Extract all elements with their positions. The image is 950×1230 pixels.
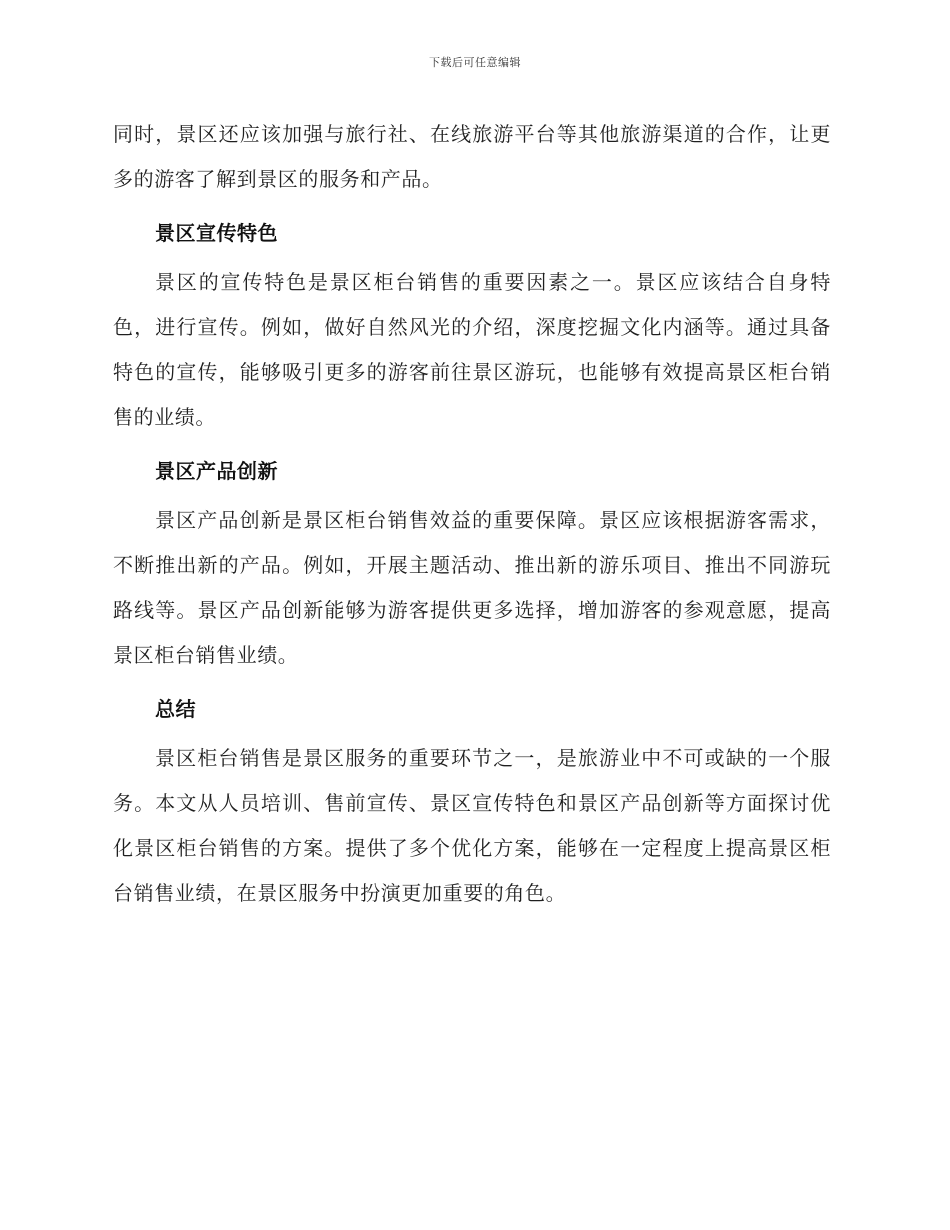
document-body [113,112,831,916]
section-paragraph-summary: 景区柜台销售是景区服务的重要环节之一，是旅游业中不可或缺的一个服务。本文从人员培训、售前宣传、景区宣传特色和景区产品创新等方面探讨优化景区柜台销售的方案。提供了多个优化方案，能够在一定程度上提高景区柜台销售业绩，在景区服务中扮演更加重要的角色。 [113,746,831,905]
section-paragraph-promotion-features: 景区的宣传特色是景区柜台销售的重要因素之一。景区应该结合自身特色，进行宣传。例如，做好自然风光的介绍，深度挖掘文化内涵等。通过具备特色的宣传，能够吸引更多的游客前往景区游玩，也能够有效提高景区柜台销售的业绩。 [113,270,831,429]
page-header: 下载后可任意编辑 [429,56,521,69]
section-heading-summary: 总结 [155,697,196,721]
section-paragraph-product-innovation: 景区产品创新是景区柜台销售效益的重要保障。景区应该根据游客需求，不断推出新的产品。例如，开展主题活动、推出新的游乐项目、推出不同游玩路线等。景区产品创新能够为游客提供更多选择，增加游客的参观意愿，提高景区柜台销售业绩。 [113,508,831,667]
section-heading-product-innovation: 景区产品创新 [155,459,278,483]
section-heading-promotion-features: 景区宣传特色 [155,221,278,245]
intro-paragraph: 同时，景区还应该加强与旅行社、在线旅游平台等其他旅游渠道的合作，让更多的游客了解到景区的服务和产品。 [113,122,831,191]
